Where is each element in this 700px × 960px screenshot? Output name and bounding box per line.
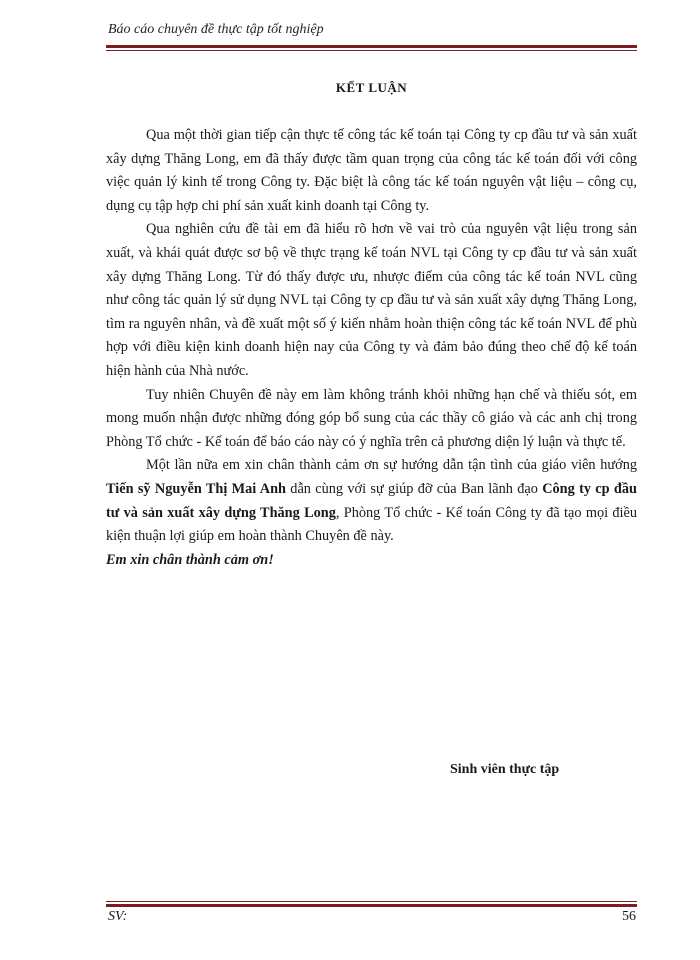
closing-thanks: Em xin chân thành cảm ơn! (106, 551, 274, 568)
paragraph-4-text-1: Một lần nữa em xin chân thành cảm ơn sự hướng dẫn tận tình của giáo viên hướng (146, 457, 637, 474)
footer-rule-thin (106, 901, 637, 902)
header-rule-thick (106, 45, 637, 48)
company-name: Công ty cp đầu tư và sản xuất xây dựng Thăng Long (106, 480, 637, 521)
signature-label: Sinh viên thực tập (450, 762, 560, 777)
paragraph-4-text-2: dẫn cùng với sự giúp đỡ của Ban lãnh đạo (285, 480, 543, 497)
header-rule-thin (106, 50, 637, 51)
paragraph-1: Qua một thời gian tiếp cận thực tế công tác kế toán tại Công ty cp đầu tư và sản xuất xây dựng Thăng Long, em đã thấy được tầm quan trọng của công tác kế toán đối với công việc quản lý kinh tế trong Công ty. Đặc biệt là công tác kế toán nguyên vật liệu – công cụ, dụng cụ tập hợp chi phí sản xuất kinh doanh tại Công ty. (106, 127, 637, 214)
footer-page-number: 56 (622, 909, 636, 924)
advisor-name: Tiến sỹ Nguyễn Thị Mai Anh (106, 480, 286, 497)
paragraph-2: Qua nghiên cứu đề tài em đã hiểu rõ hơn về vai trò của nguyên vật liệu trong sản xuất, và khái quát được sơ bộ về thực trạng kế toán NVL tại Công ty cp đầu tư và sản xuất xây dựng Thăng Long. Từ đó thấy được ưu, nhược điểm của công tác kế toán NVL cũng như công tác quản lý sử dụng NVL tại Công ty cp đầu tư và sản xuất xây dựng Thăng Long, tìm ra nguyên nhân, và đề xuất một số ý kiến nhằm hoàn thiện công tác kế toán NVL để phù hợp với điều kiện kinh doanh hiện nay của Công ty và đảm bảo đúng theo chế độ kế toán hiện hành của Nhà nước. (106, 221, 637, 379)
footer-student-label: SV: (108, 909, 128, 924)
footer-rule-thick (106, 904, 637, 907)
paragraph-3: Tuy nhiên Chuyên đề này em làm không tránh khỏi những hạn chế và thiếu sót, em mong muốn nhận được những đóng góp bổ sung của các thầy cô giáo và các anh chị trong Phòng Tổ chức - Kế toán để báo cáo này có ý nghĩa trên cả phương diện lý luận và thực tế. (106, 386, 637, 450)
page-header-title: Báo cáo chuyên đề thực tập tốt nghiệp (108, 22, 324, 37)
document-body (106, 124, 637, 572)
section-heading: KẾT LUẬN (335, 80, 408, 95)
paragraph-4 (106, 454, 637, 548)
paragraph-4-text-3: , Phòng Tổ chức - Kế toán Công ty đã tạo mọi điều kiện thuận lợi giúp em hoàn thành Chuyên đề này. (106, 504, 638, 545)
